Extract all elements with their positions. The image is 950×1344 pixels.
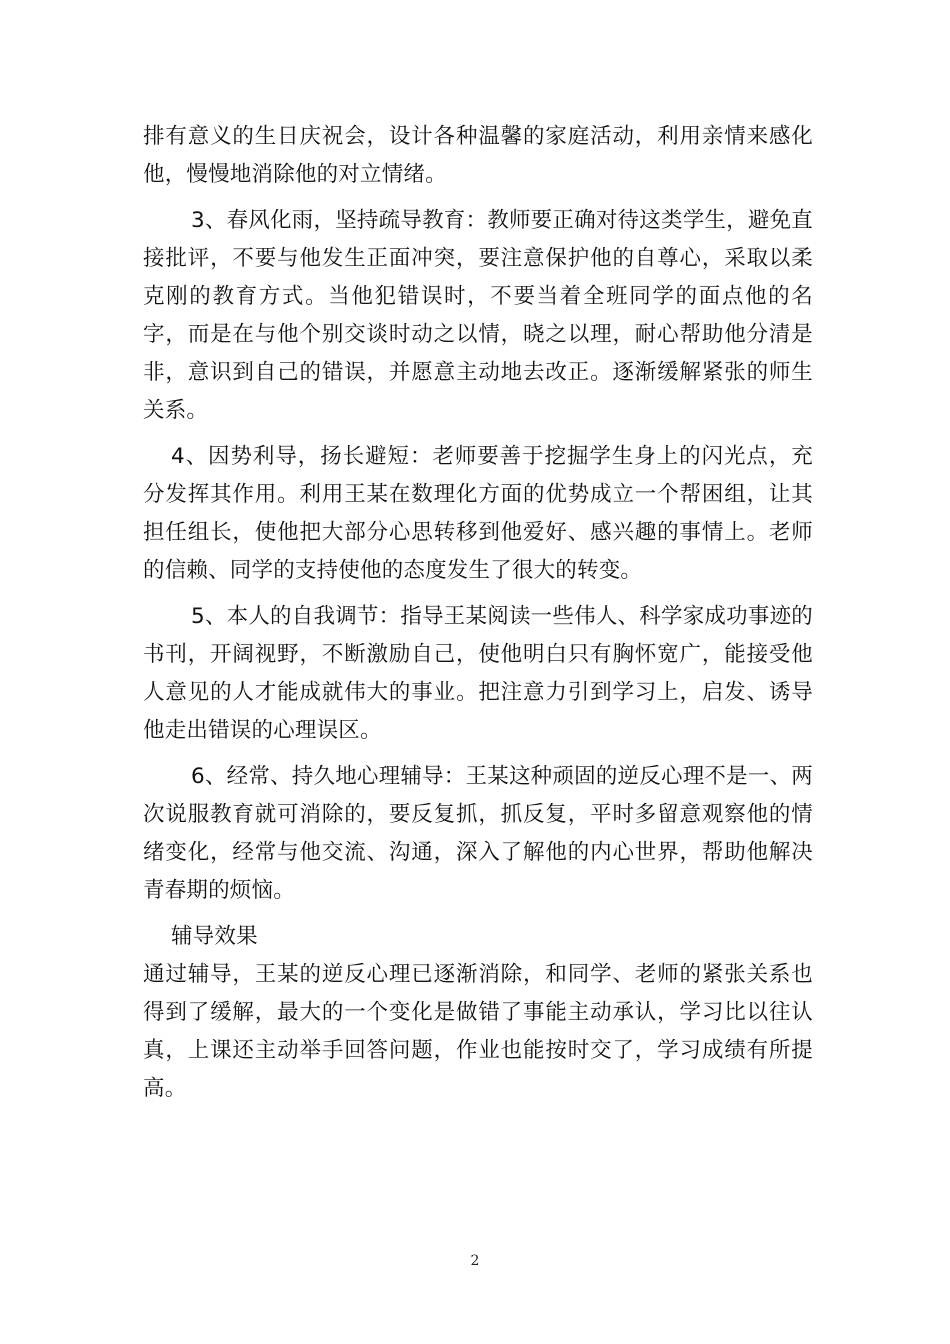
section-heading-effect: 辅导效果 [171, 924, 258, 949]
page-number: 2 [470, 1253, 480, 1269]
paragraph-item-5: 5、本人的自我调节：指导王某阅读一些伟人、科学家成功事迹的书刊，开阔视野，不断激励自己，使他明白只有胸怀宽广，能接受他人意见的人才能成就伟大的事业。把注意力引到学习上，启发、诱导他走出错误的心理误区。 [143, 604, 813, 743]
paragraph-item-6: 6、经常、持久地心理辅导：王某这种顽固的逆反心理不是一、两次说服教育就可消除的，要反复抓，抓反复，平时多留意观察他的情绪变化，经常与他交流、沟通，深入了解他的内心世界，帮助他解决青春期的烦恼。 [143, 764, 813, 903]
paragraph-effect: 通过辅导，王某的逆反心理已逐渐消除，和同学、老师的紧张关系也得到了缓解，最大的一个变化是做错了事能主动承认，学习比以往认真，上课还主动举手回答问题，作业也能按时交了，学习成绩有所提高。 [143, 962, 813, 1101]
paragraph-item-3: 3、春风化雨，坚持疏导教育：教师要正确对待这类学生，避免直接批评，不要与他发生正面冲突，要注意保护他的自尊心，采取以柔克刚的教育方式。当他犯错误时，不要当着全班同学的面点他的名字，而是在与他个别交谈时动之以情，晓之以理，耐心帮助他分清是非，意识到自己的错误，并愿意主动地去改正。逐渐缓解紧张的师生关系。 [143, 208, 813, 423]
paragraph-continuation: 排有意义的生日庆祝会，设计各种温馨的家庭活动，利用亲情来感化他，慢慢地消除他的对立情绪。 [143, 124, 813, 187]
body-text [143, 118, 813, 1108]
paragraph-item-4: 4、因势利导，扬长避短：老师要善于挖掘学生身上的闪光点，充分发挥其作用。利用王某在数理化方面的优势成立一个帮困组，让其担任组长，使他把大部分心思转移到他爱好、感兴趣的事情上。老师的信赖、同学的支持使他的态度发生了很大的转变。 [143, 444, 813, 583]
